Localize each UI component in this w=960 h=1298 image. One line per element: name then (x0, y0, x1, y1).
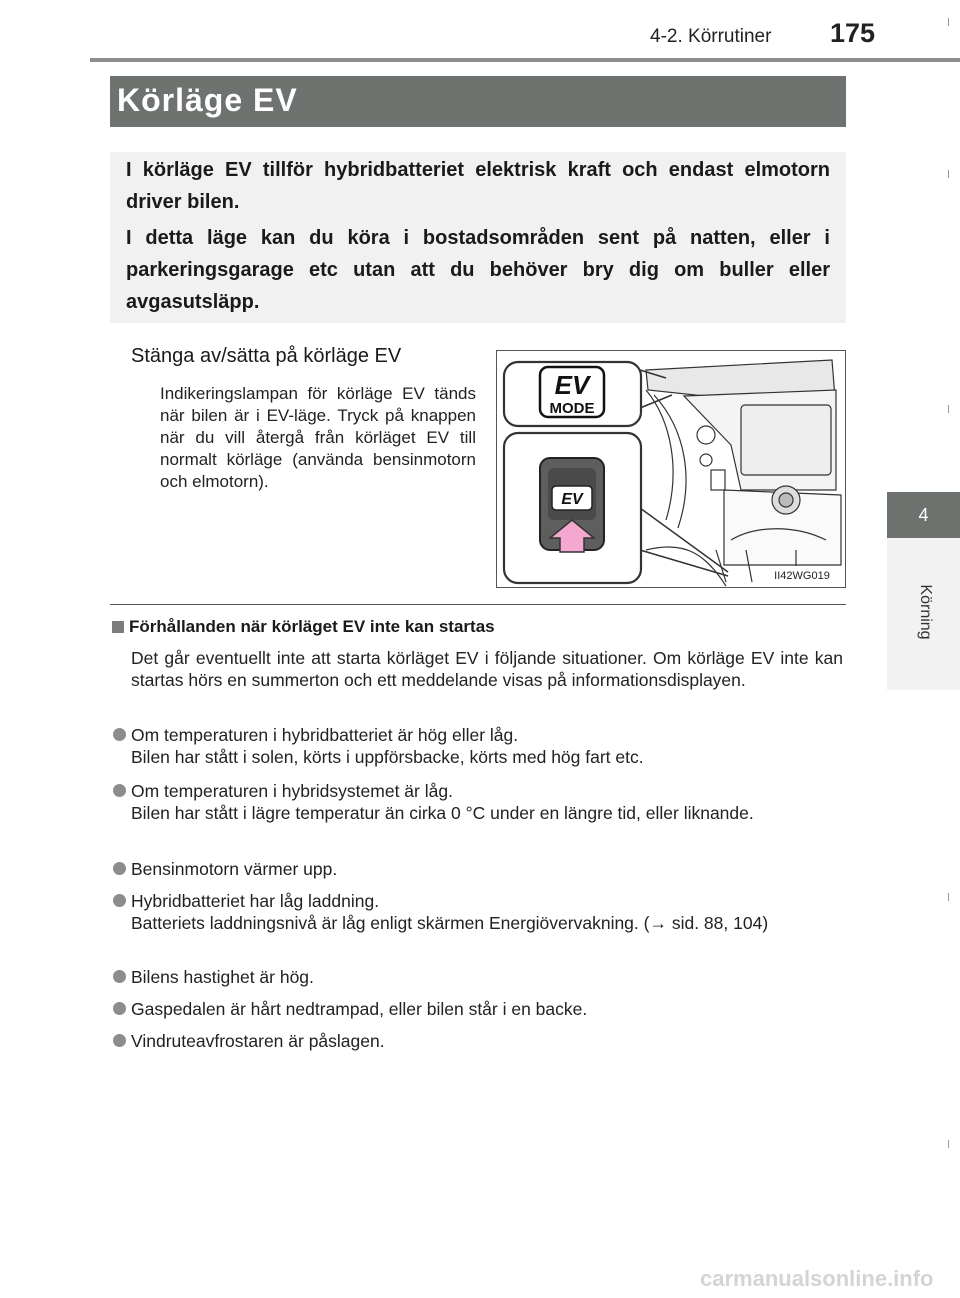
toggle-description: Indikeringslampan för körläge EV tänds när bilen är i EV-läge. Tryck på knappen när du vill återgå från körläget EV till normalt körläge (använda bensinmotorn och elmotorn). (160, 384, 476, 491)
margin-tick (948, 893, 949, 901)
list-item (113, 1030, 843, 1052)
list-item-detail: Bilen har stått i lägre temperatur än cirka 0 °C under en längre tid, eller liknande. (131, 803, 754, 823)
intro-paragraph: I detta läge kan du köra i bostadsområden sent på natten, eller i parkeringsgarage etc utan att du behöver bry dig om buller eller avgasutsläpp. (126, 227, 830, 313)
section-divider (110, 604, 846, 605)
bullet-dot-icon (113, 894, 126, 907)
intro-paragraph: I körläge EV tillför hybridbatteriet elektrisk kraft och endast elmotorn driver bilen. (126, 159, 830, 213)
list-item-title: Om temperaturen i hybridbatteriet är hög eller låg. (131, 725, 519, 745)
chapter-label: Körning (917, 584, 934, 640)
figure-code: II42WG019 (774, 570, 830, 582)
page-title: Körläge EV (117, 82, 298, 118)
mode-badge-text: MODE (549, 400, 595, 417)
header-rule (90, 58, 960, 62)
conditions-heading-text: Förhållanden när körläget EV inte kan startas (129, 617, 495, 636)
dashboard-illustration (496, 350, 846, 588)
conditions-intro: Det går eventuellt inte att starta körläget EV i följande situationer. Om körläge EV inte kan startas hörs en summerton och ett meddelande visas på informationsdisplayen. (131, 648, 843, 690)
watermark: carmanualsonline.info (700, 1266, 934, 1291)
list-item-title: Om temperaturen i hybridsystemet är låg. (131, 781, 453, 801)
margin-tick (948, 18, 949, 26)
margin-tick (948, 170, 949, 178)
list-item (113, 998, 843, 1020)
list-item-title: Hybridbatteriet har låg laddning. (131, 891, 380, 911)
conditions-heading (112, 617, 495, 637)
list-item (113, 724, 843, 768)
list-item-detail: Batteriets laddningsnivå är låg enligt skärmen Energiövervakning. (→ sid. 88, 104) (131, 913, 769, 933)
bullet-dot-icon (113, 970, 126, 983)
square-bullet-icon (112, 621, 124, 633)
list-item (113, 890, 843, 934)
header-section: 4-2. Körrutiner (650, 26, 772, 47)
list-item-title: Bensinmotorn värmer upp. (131, 859, 338, 879)
list-item-title: Vindruteavfrostaren är påslagen. (131, 1031, 385, 1051)
margin-tick (948, 1140, 949, 1148)
list-item-title: Bilens hastighet är hög. (131, 967, 314, 987)
list-item (113, 780, 843, 824)
list-item (113, 966, 843, 988)
ev-button-label: EV (561, 491, 583, 508)
bullet-dot-icon (113, 784, 126, 797)
list-item (113, 858, 843, 880)
toggle-heading: Stänga av/sätta på körläge EV (131, 345, 402, 367)
page-number: 175 (830, 18, 876, 48)
chapter-number: 4 (918, 505, 929, 525)
list-item-detail: Bilen har stått i solen, körts i uppförsbacke, körts med hög fart etc. (131, 747, 644, 767)
bullet-dot-icon (113, 728, 126, 741)
margin-tick (948, 405, 949, 413)
bullet-dot-icon (113, 1002, 126, 1015)
list-item-title: Gaspedalen är hårt nedtrampad, eller bilen står i en backe. (131, 999, 588, 1019)
ev-badge-text: EV (554, 370, 590, 400)
bullet-dot-icon (113, 862, 126, 875)
bullet-dot-icon (113, 1034, 126, 1047)
